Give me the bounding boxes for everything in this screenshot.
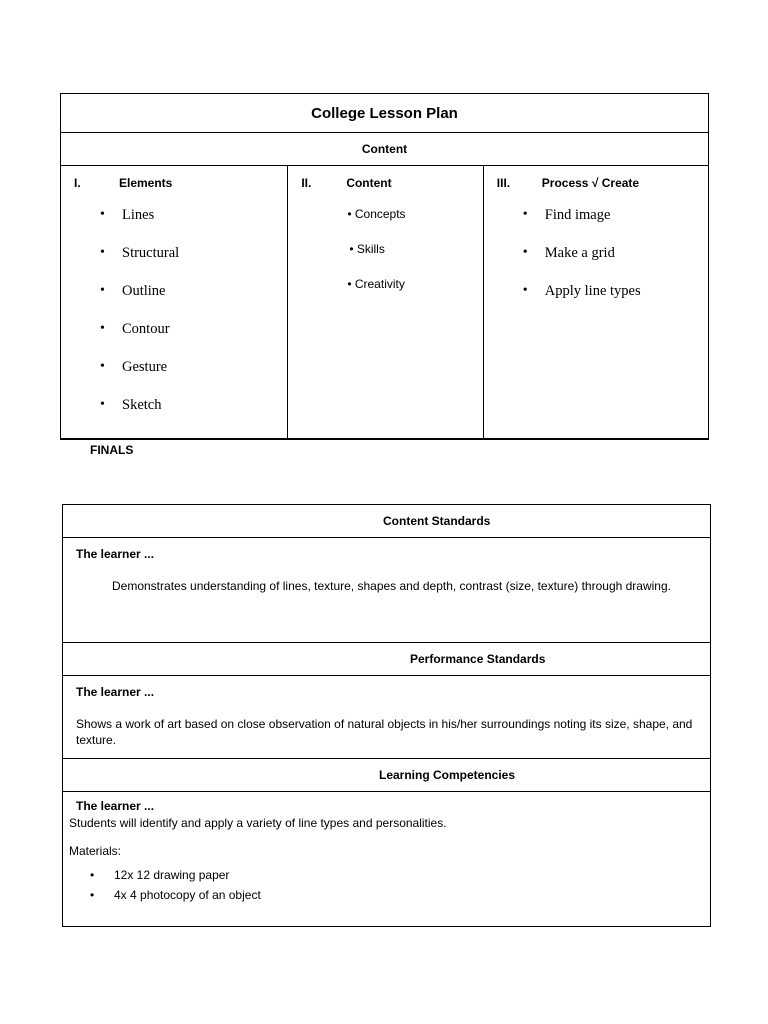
list-item: • Sketch <box>61 396 287 434</box>
list-item: • Concepts <box>347 207 406 221</box>
list-item: • Skills <box>349 242 385 256</box>
list-item: • Find image <box>484 206 708 244</box>
heading-text: Learning Competencies <box>379 768 516 782</box>
list-item: • Structural <box>61 244 287 282</box>
column-number: I. <box>74 176 81 190</box>
list-item: • Creativity <box>347 277 405 291</box>
process-list <box>484 206 708 320</box>
content-list <box>288 206 482 311</box>
elements-heading <box>61 176 287 192</box>
finals-label: FINALS <box>90 443 134 457</box>
content-column <box>288 166 483 440</box>
list-item: • Make a grid <box>484 244 708 282</box>
performance-standards-text: Shows a work of art based on close observation of natural objects in his/her surroundings noting its size, shape, and texture. <box>76 717 693 747</box>
heading-text: Performance Standards <box>410 652 546 666</box>
content-standards-body <box>63 538 711 643</box>
content-heading <box>288 176 482 192</box>
competencies-text: Students will identify and apply a variety of line types and personalities. <box>69 816 447 830</box>
process-column <box>483 166 708 440</box>
list-item: • Apply line types <box>484 282 708 320</box>
list-item: • Lines <box>61 206 287 244</box>
materials-label: Materials: <box>69 844 122 858</box>
list-item: • 12x 12 drawing paper <box>63 865 710 885</box>
content-standards-text: Demonstrates understanding of lines, texture, shapes and depth, contrast (size, texture) through drawing. <box>112 579 671 593</box>
column-number: II. <box>301 176 312 190</box>
elements-column <box>61 166 288 440</box>
process-heading <box>484 176 708 192</box>
list-item: • 4x 4 photocopy of an object <box>63 885 710 905</box>
performance-standards-body <box>63 676 711 759</box>
heading-text: Content Standards <box>383 514 491 528</box>
lesson-plan-table <box>60 93 709 440</box>
column-number: III. <box>496 176 511 190</box>
standards-table <box>62 504 711 927</box>
lesson-plan-title: College Lesson Plan <box>61 94 709 133</box>
learning-competencies-body <box>63 792 711 927</box>
list-item: • Outline <box>61 282 287 320</box>
column-heading: Content <box>346 176 392 190</box>
content-standards-heading <box>63 505 711 538</box>
learning-competencies-heading <box>63 759 711 792</box>
column-heading: Elements <box>119 176 173 190</box>
column-heading: Process √ Create <box>541 176 640 190</box>
learner-label: The learner ... <box>76 547 155 561</box>
performance-standards-heading <box>63 643 711 676</box>
materials-list <box>63 865 710 905</box>
list-item: • Gesture <box>61 358 287 396</box>
content-subtitle: Content <box>61 133 709 166</box>
list-item: • Contour <box>61 320 287 358</box>
learner-label: The learner ... <box>76 799 155 813</box>
learner-label: The learner ... <box>76 685 155 699</box>
elements-list <box>61 206 287 434</box>
